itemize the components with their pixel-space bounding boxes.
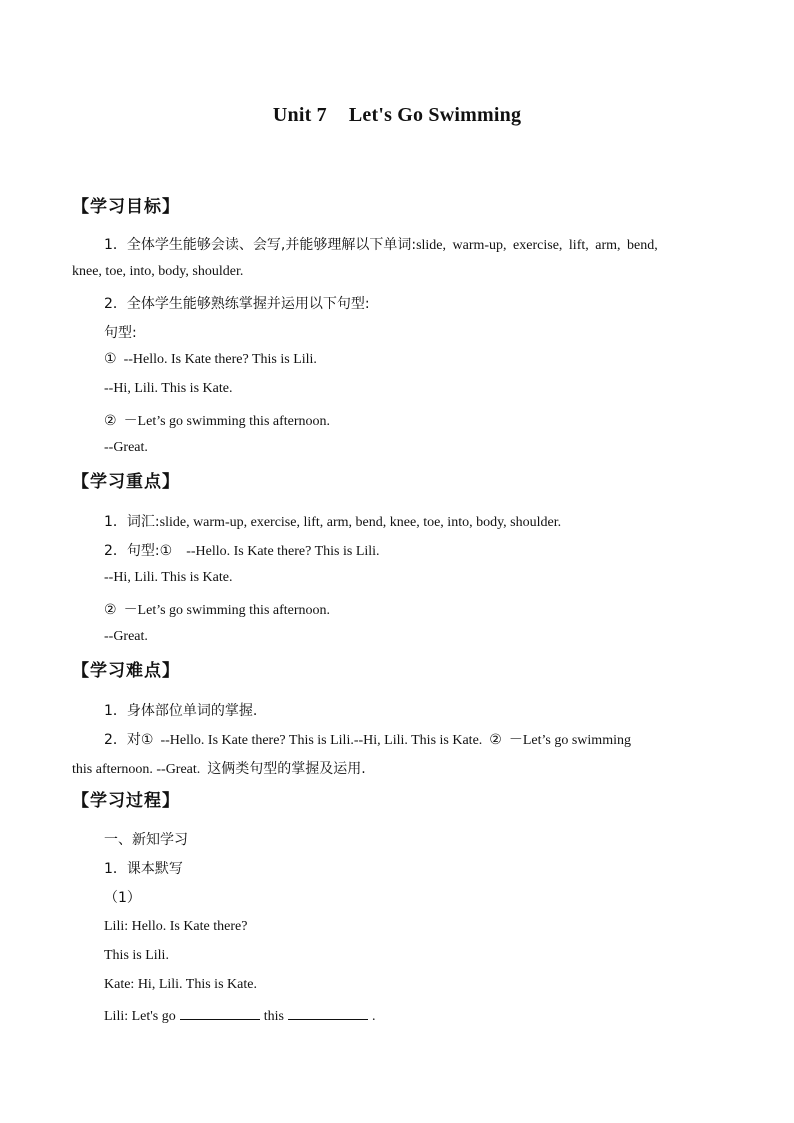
dialog-line-3: Kate: Hi, Lili. This is Kate. [104, 977, 257, 992]
objective-item-1-cont: knee, toe, into, body, shoulder. [72, 264, 244, 279]
keypoint-item-1: 1．词汇:slide, warm-up, exercise, lift, arm, bend, knee, toe, into, body, shoulder. [104, 514, 562, 530]
keypoint-sentence-2: ② －Let’s go swimming this afternoon. [104, 602, 331, 618]
section-header-keypoints: 【学习重点】 [72, 472, 180, 492]
keypoint-item-2: 2．句型:① --Hello. Is Kate there? This is Lili. [104, 543, 380, 559]
section-header-difficulties: 【学习难点】 [72, 661, 180, 681]
fill-blank-2[interactable] [288, 1007, 368, 1020]
keypoint-sentence-1-reply: --Hi, Lili. This is Kate. [104, 570, 233, 585]
objective-item-2: 2．全体学生能够熟练掌握并运用以下句型: [104, 296, 370, 312]
difficulty-item-1: 1．身体部位单词的掌握. [104, 703, 258, 719]
process-part-1: 一、新知学习 [104, 832, 188, 848]
pattern-label: 句型: [104, 325, 137, 341]
dialog-line-2: This is Lili. [104, 948, 169, 963]
page-title [0, 104, 794, 127]
keypoint-sentence-2-reply: --Great. [104, 629, 148, 644]
process-sub-1: 1．课本默写 [104, 861, 183, 877]
difficulty-item-2-cont: this afternoon. --Great. 这俩类句型的掌握及运用. [72, 761, 366, 777]
dialog-line-1: Lili: Hello. Is Kate there? [104, 919, 248, 934]
section-header-objectives: 【学习目标】 [72, 197, 180, 217]
dialog-line-4: Lili: Let's go this . [104, 1009, 376, 1024]
objective-sentence-1: ① --Hello. Is Kate there? This is Lili. [104, 351, 317, 367]
process-num-1: （1） [104, 890, 141, 906]
section-header-process: 【学习过程】 [72, 791, 180, 811]
objective-item-1: 1．全体学生能够会读、会写,并能够理解以下单词:slide, warm-up, exercise, lift, arm, bend, [104, 237, 658, 253]
difficulty-item-2: 2．对① --Hello. Is Kate there? This is Lili.--Hi, Lili. This is Kate. ② －Let’s go swimming [104, 732, 631, 748]
fill-blank-1[interactable] [180, 1007, 260, 1020]
objective-sentence-1-reply: --Hi, Lili. This is Kate. [104, 381, 233, 396]
objective-sentence-2: ② －Let’s go swimming this afternoon. [104, 413, 331, 429]
title-unit: Unit 7 [272, 104, 327, 126]
objective-sentence-2-reply: --Great. [104, 440, 148, 455]
title-text: Let's Go Swimming [348, 104, 522, 126]
